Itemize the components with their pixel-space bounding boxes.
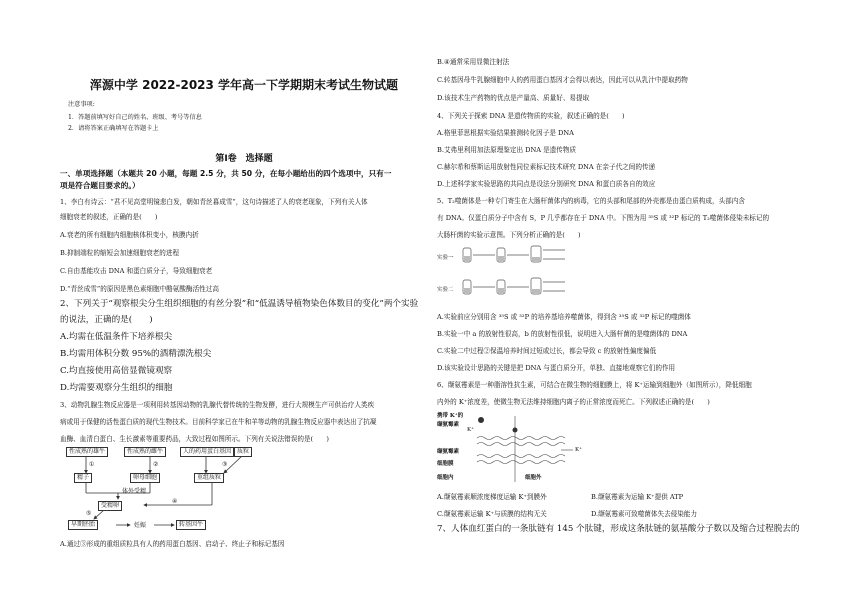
q4-stem: 4、下列关于探索 DNA 是遗传物质的实验，叙述正确的是( ) [437,112,625,120]
experiment-sketch [437,242,617,306]
q3-option: B.④通常采用显微注射法 [437,58,510,66]
recomb-plasmid-box: 重组质粒 [194,473,224,483]
q6-option: B.缬氨霉素为运输 K⁺提供 ATP [591,493,684,501]
q1-option: B.抑制端粒的缩短会加速细胞衰老的进程 [60,249,180,257]
gene-box: 人的药用蛋白基因 [180,447,234,457]
q2-option: C.均直接使用高倍显微镜观察 [60,366,173,376]
k-ion-label: K⁺ [467,427,475,433]
membrane-label: 细胞膜 [437,461,454,467]
q3-option: A.通过③形成的重组质粒具有人的药用蛋白基因、启动子、终止子和标记基因 [60,540,285,548]
q3-option: C.转基因母牛乳腺细胞中人的药用蛋白基因才会得以表达，因此可以从乳汁中提取药物 [437,76,688,84]
step-label: ① [89,461,95,468]
sperm-box: 精子 [74,473,92,483]
part1-intro: 项是符合题目要求的。） [60,181,140,190]
q2-option: A.均需在低温条件下培养根尖 [60,332,173,342]
q4-option: B.艾弗里利用加法原理鉴定出 DNA 是遗传物质 [437,146,577,154]
q5-stem: 5、T₂噬菌体是一种专门寄生在大肠杆菌体内的病毒，它的头部和尾部的外壳都是由蛋白质构成，头部内含 [437,197,745,205]
q2-option: B.均需用体积分数 95%的酒精漂洗根尖 [60,349,212,359]
ivf-label: 体外受精 [122,488,147,495]
q3-option: D.该技术生产药物的优点是产量高、质量好、易提取 [437,94,590,102]
q1-stem: 1、李白有诗云：“君不见高堂明镜悲白发，朝如青丝暮成雪”，这句诗描述了人的衰老现象，下列有关人体 [60,198,368,206]
q3-flow-diagram [64,447,324,535]
q2-stem: 2、下列关于“观察根尖分生组织细胞的有丝分裂”和“低温诱导植物染色体数目的变化”两个实验 [60,299,419,309]
q1-option: D.“青丝成雪”的原因是黑色素细胞中酪氨酸酶活性过高 [60,285,219,293]
carrier-label: 携带 K⁺的缬氨霉素 [437,413,464,428]
pregnant-label: 妊娠 [134,522,147,529]
embryo-box: 早期胚胎 [68,520,98,530]
step-label: ② [153,461,159,468]
q4-option: D.上述科学家实验思路的共同点是设法分别研究 DNA 和蛋白质各自的效应 [437,180,656,188]
female-cow-box: 性成熟的雌牛 [124,447,166,457]
q6-option: A.缬氨霉素顺浓度梯度运输 K⁺到膜外 [437,493,547,501]
q6-option: D.缬氨霉素可致噬菌体失去侵染能力 [591,510,698,518]
part1-intro: 一、单项选择题（本题共 20 小题，每题 2.5 分，共 50 分，在每小题给出的四个选项中，只有一 [60,169,392,178]
note-item: 1．答题前填写好自己的姓名、班级、考号等信息 [68,114,202,121]
exp1-label: 实验一 [437,255,454,261]
q3-stem: 病或用于保健的活性蛋白质的现代生物技术。目前科学家已在牛和羊等动物的乳腺生物反应器中表达出了抗凝 [60,418,377,426]
q6-stem: 内外的 K⁺浓度差，使微生物无法维持细胞内离子的正常浓度而死亡。下列叙述正确的是( ) [437,398,710,406]
q4-option: C.赫尔希和蔡斯运用放射性同位素标记技术研究 DNA 在亲子代之间的传递 [437,163,656,171]
zygote-box: 受精卵 [98,501,122,511]
valinomycin-label: 缬氨霉素 [437,449,460,455]
q1-option: C.自由基能攻击 DNA 和蛋白质分子，导致细胞衰老 [60,267,213,275]
notes-heading: 注意事项: [68,101,95,108]
q5-stem: 有 DNA。仅蛋白质分子中含有 S，P 几乎都存在于 DNA 中。下图为用 ³⁵S 或 ³²P 标记的 T₂噬菌体侵染未标记的 [437,214,770,222]
q2-option: D.均需要观察分生组织的细胞 [60,383,173,393]
step-label: ④ [172,498,178,505]
q1-stem: 细胞衰老的叙述，正确的是( ) [60,213,158,221]
section-title: 第Ⅰ卷 选择题 [215,154,273,164]
inside-label: 细胞内 [437,475,454,481]
step-label: ⑤ [86,510,92,517]
q6-stem: 6、缬氨霉素是一种脂溶性抗生素，可结合在微生物的细胞膜上，将 K⁺运输到细胞外（如图所示），降低细胞 [437,381,752,389]
q5-option: D.该实验设计思路的关键是把 DNA 与蛋白质分开，单独、直接地观察它们的作用 [437,364,676,372]
q5-experiment-diagram [437,242,617,306]
exp2-label: 实验二 [437,287,454,293]
transgenic-box: 转基因牛 [176,520,206,530]
q2-stem: 的说法，正确的是( ) [60,315,153,325]
q3-stem: 3、动物乳腺生物反应器是一项利用转基因动物的乳腺代替传统的生物发酵，进行大规模生产可供治疗人类疾 [60,401,375,409]
note-item: 2．请将答案正确填写在答题卡上 [68,125,159,132]
q5-option: C.实验二中过程②保温培养时间过短或过长，都会导致 c 的放射性偏度偏低 [437,347,657,355]
q3-stem: 血酶、血清白蛋白、生长激素等重要药品，大致过程如图所示。下列有关说法错误的是( ) [60,435,329,443]
q4-option: A.格里菲思根据实验结果推测转化因子是 DNA [437,129,574,137]
exam-title: 浑源中学 2022-2023 学年高一下学期期末考试生物试题 [89,78,399,92]
k-ion-label: K⁺ [575,447,583,453]
plasmid-box: 质粒 [234,447,252,457]
male-cow-box: 性成熟的雄牛 [66,447,108,457]
q6-membrane-diagram [437,410,587,488]
oocyte-box: 卵母细胞 [130,473,160,483]
q7-stem: 7、人体血红蛋白的一条肽链有 145 个肽键，形成这条肽链的氨基酸分子数以及缩合过程脱去的 [437,524,800,534]
q1-option: A.衰老的所有细胞内细胞核体积变小，核膜内折 [60,231,199,239]
q5-stem: 大肠杆菌的实验示意图。下列分析正确的是( ) [437,231,581,239]
q6-option: C.缬氨霉素运输 K⁺与质膜的结构无关 [437,510,547,518]
q5-option: A.实验前应分别用含 ³⁵S 或 ³²P 的培养基培养噬菌体，得到含 ³⁵S 或 ³²P 标记的噬菌体 [437,313,691,321]
step-label: ③ [222,461,228,468]
q5-option: B.实验一中 a 的放射性很高，b 的放射性很低，说明进入大肠杆菌的是噬菌体的 DNA [437,330,688,338]
outside-label: 细胞外 [525,475,542,481]
